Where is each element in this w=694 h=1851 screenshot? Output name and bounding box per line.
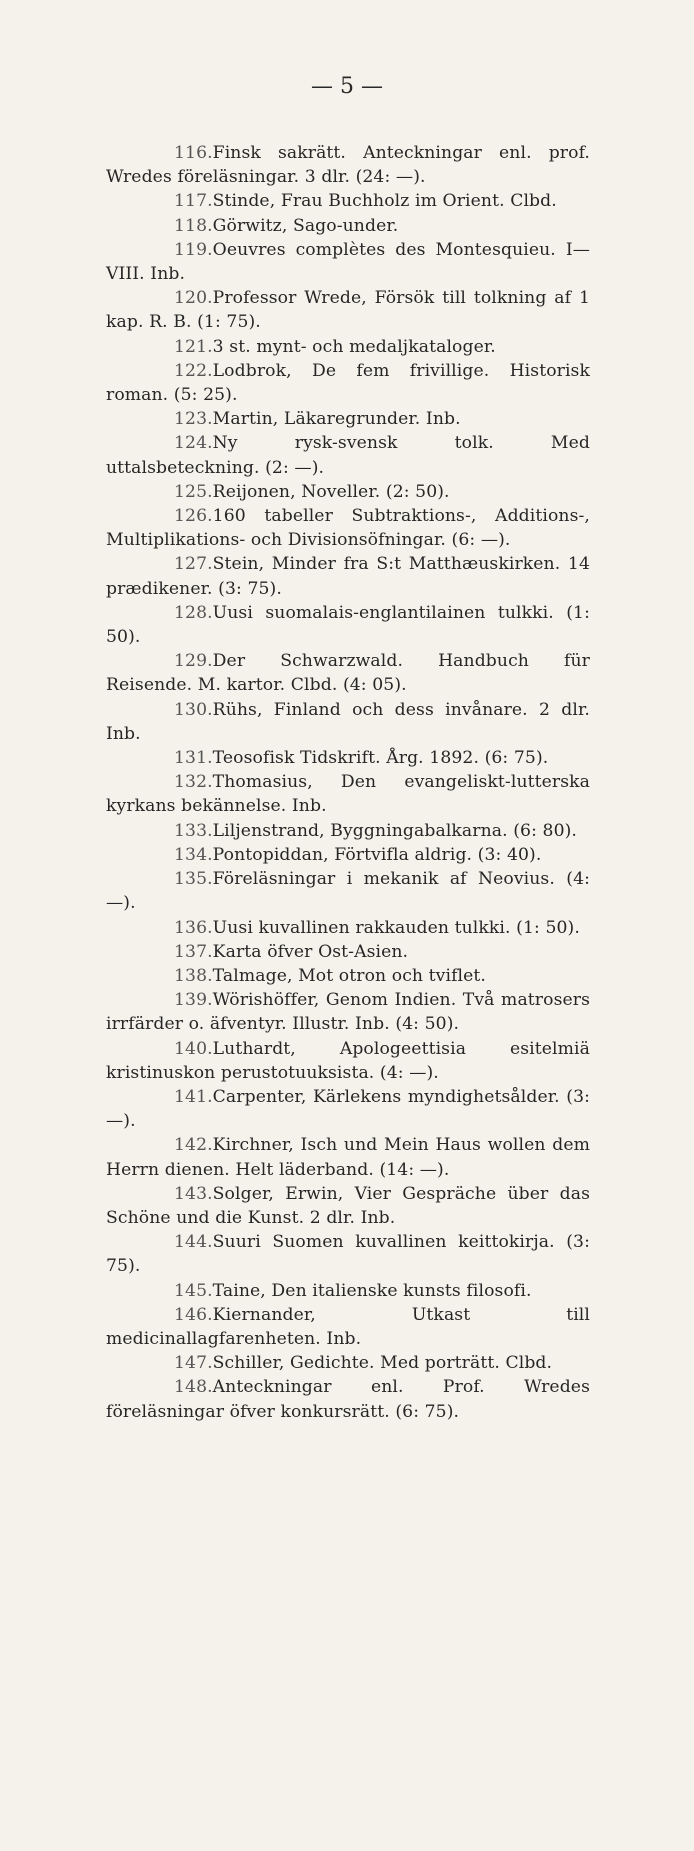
catalog-entry (106, 819, 590, 843)
catalog-entry (106, 746, 590, 770)
entry-number: 135. (174, 869, 213, 890)
entry-text: Talmage, Mot otron och tviflet. (212, 965, 486, 986)
entry-text: Ny rysk-svensk tolk. Med uttalsbeteckning. (2: —). (106, 433, 590, 478)
catalog-entry (106, 1133, 590, 1181)
entry-text: Karta öfver Ost-Asien. (212, 941, 409, 962)
catalog-entry (106, 431, 590, 479)
entry-number: 120. (174, 288, 213, 309)
entry-text: Thomasius, Den evangeliskt-lutterska kyrkans bekännelse. Inb. (106, 772, 590, 817)
catalog-entry (106, 843, 590, 867)
entry-text: Anteckningar enl. Prof. Wredes föreläsningar öfver konkursrätt. (6: 75). (106, 1377, 590, 1422)
entry-text: Schiller, Gedichte. Med porträtt. Clbd. (212, 1353, 553, 1374)
catalog-entry (106, 335, 590, 359)
entry-text: Finsk sakrätt. Anteckningar enl. prof. Wredes föreläsningar. 3 dlr. (24: —). (106, 143, 590, 188)
catalog-entry (106, 1037, 590, 1085)
catalog-entry (106, 964, 590, 988)
entry-number: 148. (174, 1377, 213, 1398)
entry-text: Professor Wrede, Försök till tolkning af 1 kap. R. B. (1: 75). (106, 288, 590, 333)
entry-number: 139. (174, 990, 213, 1011)
catalog-entry (106, 1182, 590, 1230)
catalog-entry (106, 407, 590, 431)
catalog-entry (106, 649, 590, 697)
catalog-entry (106, 1085, 590, 1133)
entry-text: Stinde, Frau Buchholz im Orient. Clbd. (212, 191, 557, 212)
entry-number: 146. (174, 1304, 213, 1325)
entry-number: 134. (174, 844, 213, 865)
entry-text: Reijonen, Noveller. (2: 50). (212, 481, 450, 502)
entry-text: Teosofisk Tidskrift. Årg. 1892. (6: 75). (212, 748, 549, 769)
entry-text: Liljenstrand, Byggningabalkarna. (6: 80). (212, 820, 577, 841)
entry-number: 140. (174, 1038, 213, 1059)
entry-text: Stein, Minder fra S:t Matthæuskirken. 14 prædikener. (3: 75). (106, 554, 590, 599)
catalog-entry (106, 238, 590, 286)
entry-text: Lodbrok, De fem frivillige. Historisk roman. (5: 25). (106, 360, 590, 406)
entry-text: Oeuvres complètes des Montesquieu. I—VIII. Inb. (106, 239, 590, 285)
entry-number: 147. (174, 1353, 213, 1374)
entry-text: Kirchner, Isch und Mein Haus wollen dem Herrn dienen. Helt läderband. (14: —). (106, 1135, 590, 1180)
entry-number: 121. (174, 336, 213, 357)
entry-number: 137. (174, 941, 213, 962)
catalog-entry (106, 1303, 590, 1351)
entry-text: Der Schwarzwald. Handbuch für Reisende. M. kartor. Clbd. (4: 05). (106, 651, 590, 696)
entry-number: 132. (174, 772, 213, 793)
entry-number: 141. (174, 1086, 213, 1107)
entry-text: Uusi suomalais-englantilainen tulkki. (1: 50). (106, 602, 590, 648)
entry-number: 127. (174, 554, 213, 575)
catalog-entry (106, 867, 590, 915)
entry-number: 131. (174, 748, 213, 769)
entry-number: 144. (174, 1232, 213, 1253)
catalog-entry (106, 698, 590, 746)
entry-number: 128. (174, 602, 213, 623)
entry-number: 117. (174, 191, 213, 212)
entry-text: 3 st. mynt- och medaljkataloger. (212, 336, 496, 357)
entry-text: Taine, Den italienske kunsts filosofi. (212, 1280, 532, 1301)
catalog-entry (106, 359, 590, 407)
entry-text: Rühs, Finland och dess invånare. 2 dlr. Inb. (106, 699, 590, 744)
entry-text: 160 tabeller Subtraktions-, Additions-, Multiplikations- och Divisionsöfningar. (6: —). (106, 506, 590, 551)
entry-number: 125. (174, 481, 213, 502)
catalog-entry (106, 1230, 590, 1278)
entry-number: 129. (174, 651, 213, 672)
catalog-entry (106, 189, 590, 213)
catalog-entry (106, 1351, 590, 1375)
catalog-entry (106, 552, 590, 600)
catalog-entry (106, 141, 590, 189)
entry-number: 123. (174, 409, 213, 430)
entry-number: 143. (174, 1183, 213, 1204)
catalog-entry (106, 601, 590, 649)
entry-number: 126. (174, 506, 213, 527)
entry-number: 138. (174, 965, 213, 986)
catalog-entry (106, 480, 590, 504)
catalog-entry (106, 916, 590, 940)
entry-number: 119. (174, 239, 213, 260)
entry-text: Görwitz, Sago-under. (212, 215, 399, 236)
entry-number: 118. (174, 215, 213, 236)
catalog-entry (106, 1375, 590, 1423)
entry-number: 122. (174, 360, 213, 381)
entry-text: Pontopiddan, Förtvifla aldrig. (3: 40). (212, 844, 542, 865)
entry-number: 130. (174, 699, 213, 720)
catalog-entry (106, 504, 590, 552)
entry-number: 133. (174, 820, 213, 841)
entry-text: Suuri Suomen kuvallinen keittokirja. (3: 75). (106, 1232, 590, 1277)
entry-text: Föreläsningar i mekanik af Neovius. (4: —). (106, 869, 590, 914)
entry-text: Uusi kuvallinen rakkauden tulkki. (1: 50). (212, 917, 580, 938)
catalog-entry (106, 214, 590, 238)
catalog-entry (106, 1279, 590, 1303)
entry-text: Martin, Läkaregrunder. Inb. (212, 409, 461, 430)
entry-number: 124. (174, 433, 213, 454)
catalog-entry (106, 940, 590, 964)
entry-text: Luthardt, Apologeettisia esitelmiä kristinuskon perustotuuksista. (4: —). (106, 1038, 590, 1083)
entry-text: Carpenter, Kärlekens myndighetsålder. (3: —). (106, 1086, 590, 1132)
entry-number: 136. (174, 917, 213, 938)
entry-text: Solger, Erwin, Vier Gespräche über das Schöne und die Kunst. 2 dlr. Inb. (106, 1183, 590, 1228)
entry-text: Kiernander, Utkast till medicinallagfarenheten. Inb. (106, 1304, 590, 1349)
entry-text: Wörishöffer, Genom Indien. Två matrosers irrfärder o. äfventyr. Illustr. Inb. (4: 50). (106, 990, 590, 1035)
entry-number: 142. (174, 1135, 213, 1156)
catalog-entry (106, 988, 590, 1036)
catalog-entry (106, 770, 590, 818)
page-number: — 5 — (311, 74, 383, 99)
entry-number: 145. (174, 1280, 213, 1301)
catalog-list (106, 141, 590, 1424)
entry-number: 116. (174, 143, 213, 163)
catalog-entry (106, 286, 590, 334)
